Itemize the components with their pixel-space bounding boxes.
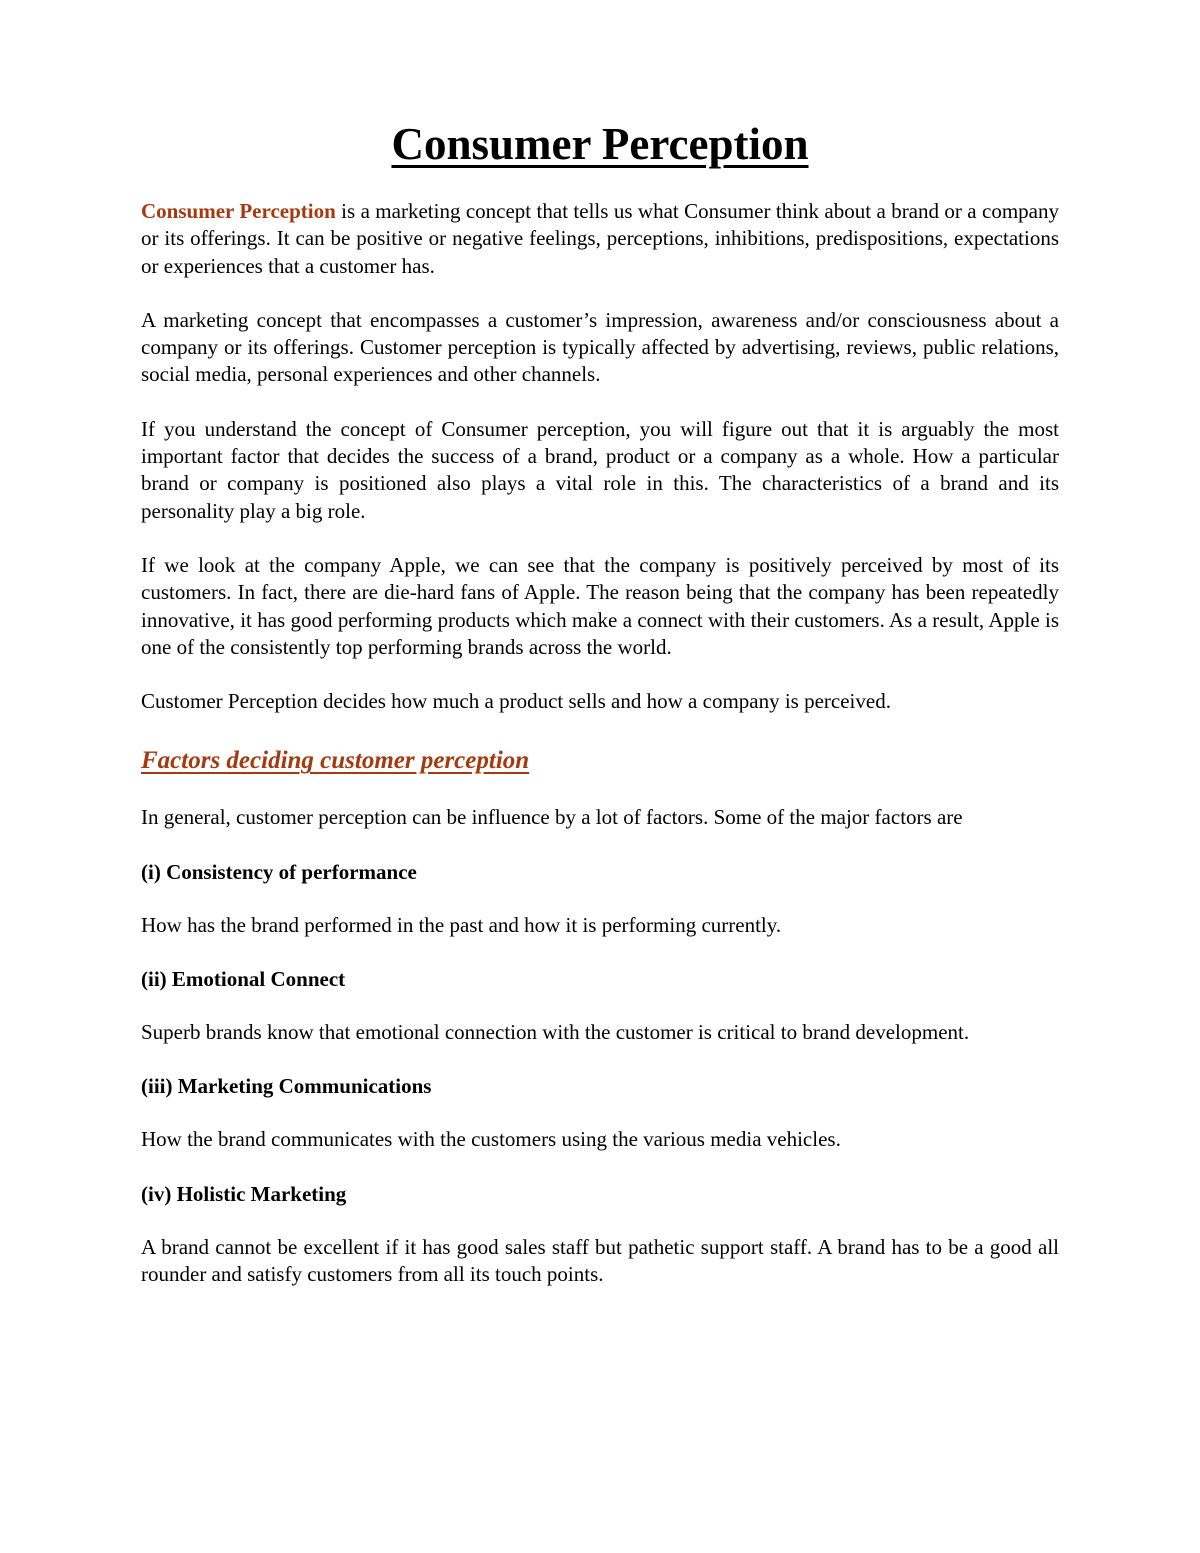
factor-description-3: How the brand communicates with the customers using the various media vehicles.	[141, 1127, 841, 1152]
section-heading: Factors deciding customer perception	[141, 747, 530, 775]
body-paragraph-2: If you understand the concept of Consumer perception, you will figure out that it is arguably the most important factor that decides the success of a brand, product or a company as a whole. How a particular brand or company is positioned also plays a vital role in this. The characteristics of a brand and its personality play a big role.	[141, 416, 1059, 523]
factor-title-2: (ii) Emotional Connect	[141, 967, 346, 992]
factor-title-3: (iii) Marketing Communications	[141, 1074, 432, 1099]
factor-description-4: A brand cannot be excellent if it has good sales staff but pathetic support staff. A brand has to be a good all rounder and satisfy customers from all its touch points.	[141, 1234, 1059, 1286]
body-paragraph-3: If we look at the company Apple, we can see that the company is positively perceived by most of its customers. In fact, there are die-hard fans of Apple. The reason being that the company has been repeatedly innovative, it has good performing products which make a connect with their customers. As a result, Apple is one of the consistently top performing brands across the world.	[141, 552, 1059, 659]
intro-text: is a marketing concept that tells us what Consumer think about a brand or a company or its offerings. It can be positive or negative feelings, perceptions, inhibitions, predispositions, expectations or experiences that a customer has.	[141, 199, 1059, 278]
document-title: Consumer Perception	[391, 119, 809, 169]
factor-title-4: (iv) Holistic Marketing	[141, 1181, 347, 1206]
factor-description-1: How has the brand performed in the past and how it is performing currently.	[141, 912, 782, 937]
intro-lead-term: Consumer Perception	[141, 199, 336, 223]
section-intro-paragraph: In general, customer perception can be influence by a lot of factors. Some of the major factors are	[141, 805, 963, 830]
factor-title-1: (i) Consistency of performance	[141, 859, 417, 884]
body-paragraph-4: Customer Perception decides how much a product sells and how a company is perceived.	[141, 689, 891, 714]
factor-description-2: Superb brands know that emotional connection with the customer is critical to brand development.	[141, 1020, 970, 1045]
body-paragraph-1: A marketing concept that encompasses a customer’s impression, awareness and/or consciousness about a company or its offerings. Customer perception is typically affected by advertising, reviews, public relations, social media, personal experiences and other channels.	[141, 307, 1059, 387]
intro-paragraph	[141, 198, 1059, 280]
